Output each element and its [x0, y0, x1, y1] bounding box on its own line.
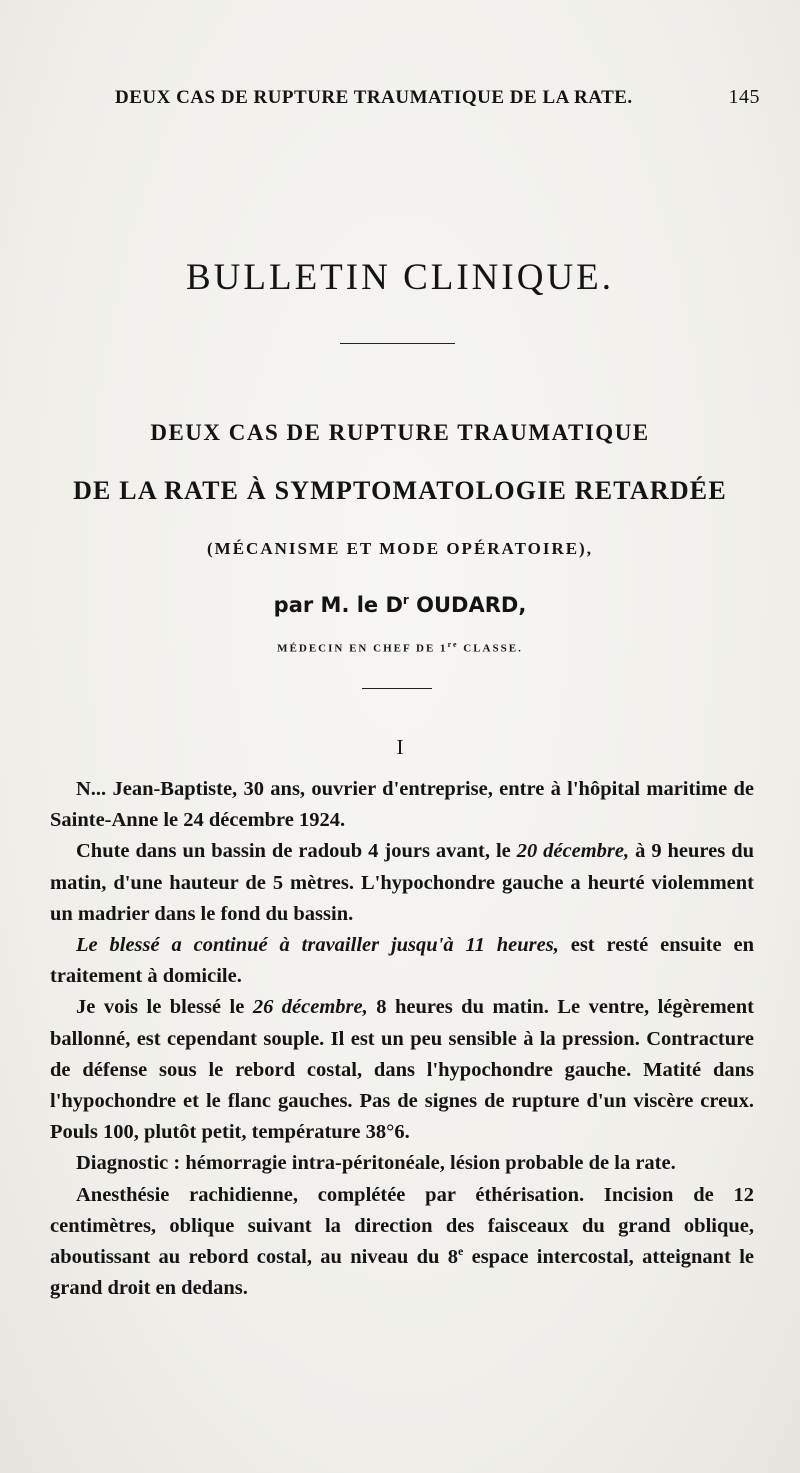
running-head — [115, 86, 760, 109]
running-head-title: DEUX CAS DE RUPTURE TRAUMATIQUE DE LA RATE. — [115, 87, 633, 108]
paragraph-2-text-rest: à 9 heures du matin, d'une hauteur de 5 mètres. L'hypochondre gauche a heurté violemment un madrier dans le fond du bassin. — [50, 840, 755, 925]
rank-sup: re — [447, 640, 459, 649]
section-heading: BULLETIN CLINIQUE. — [185, 257, 615, 298]
paragraph-2-date: 20 décembre, — [516, 840, 630, 863]
divider-rule — [340, 343, 455, 344]
author-rank — [0, 640, 800, 655]
author-prefix: par M. le D — [273, 593, 403, 617]
article-subtitle: (MÉCANISME ET MODE OPÉRATOIRE), — [207, 539, 593, 558]
paragraph-2-text: Chute dans un bassin de radoub 4 jours avant, le — [76, 840, 517, 863]
rank-prefix: MÉDECIN EN CHEF DE 1 — [277, 642, 448, 655]
author-line — [0, 593, 800, 617]
paragraph-4-date: 26 décembre, — [252, 996, 368, 1019]
paragraph-3-text: est resté ensuite en traitement à domicile. — [50, 934, 754, 988]
paragraph-2 — [50, 836, 754, 930]
paragraph-6-text: Anesthésie rachidienne, complétée par éthérisation. Incision de 12 centimètres, oblique suivant la direction des faisceaux du grand oblique, aboutissant au rebord costal, au niveau du 8 — [50, 1183, 754, 1269]
paragraph-6 — [50, 1180, 754, 1305]
paragraph-6-text-rest: espace intercostal, atteignant le grand droit en dedans. — [50, 1246, 754, 1300]
paragraph-5: Diagnostic : hémorragie intra-péritonéale, lésion probable de la rate. — [76, 1152, 676, 1175]
article-body — [50, 774, 754, 1304]
section-number: I — [396, 735, 404, 759]
article-title-line-1: DEUX CAS DE RUPTURE TRAUMATIQUE — [150, 420, 650, 445]
author-title-sup: r — [402, 593, 409, 607]
divider-rule-short — [362, 688, 432, 689]
paragraph-4-text: Je vois le blessé le — [76, 996, 253, 1019]
page-number: 145 — [728, 86, 760, 108]
article-title-line-2: DE LA RATE À SYMPTOMATOLOGIE RETARDÉE — [73, 476, 727, 505]
rank-suffix: CLASSE. — [458, 642, 523, 655]
paragraph-4-text-rest: 8 heures du matin. Le ventre, légèrement ballonné, est cependant souple. Il est un peu sensible à la pression. Contracture de défense sous le rebord costal, dans l'hypochondre gauche. Matité dans l'hypochondre et le flanc gauches. Pas de signes de rupture d'un viscère creux. Pouls 100, plutôt petit, température 38°6. — [50, 996, 754, 1144]
paragraph-6-sup: e — [457, 1244, 464, 1259]
author-name: OUDARD, — [408, 593, 527, 617]
paragraph-3 — [50, 930, 754, 992]
paragraph-3-italic: Le blessé a continué à travailler jusqu'à 11 heures, — [76, 934, 559, 957]
paragraph-1: N... Jean-Baptiste, 30 ans, ouvrier d'entreprise, entre à l'hôpital maritime de Sainte-Anne le 24 décembre 1924. — [50, 778, 754, 832]
paragraph-4 — [50, 992, 754, 1148]
